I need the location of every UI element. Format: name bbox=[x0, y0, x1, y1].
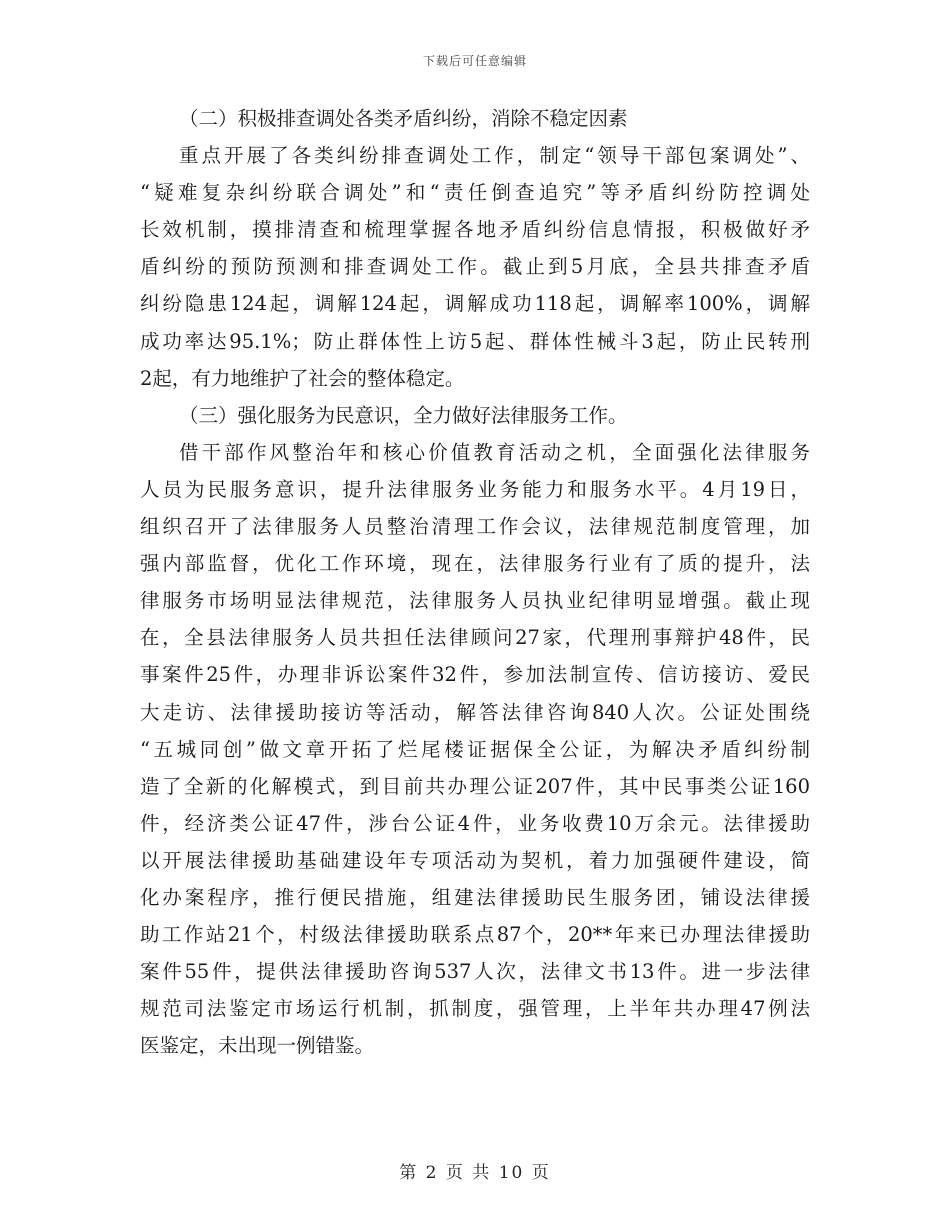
text-line: 律服务市场明显法律规范，法律服务人员执业纪律明显增强。截止现 bbox=[140, 589, 810, 613]
text-line: 成功率达95.1%；防止群体性上访5起、群体性械斗3起，防止民转刑 bbox=[140, 329, 810, 353]
text-line: 借干部作风整治年和核心价值教育活动之机，全面强化法律服务 bbox=[179, 440, 810, 464]
text-line: （三）强化服务为民意识，全力做好法律服务工作。 bbox=[179, 403, 628, 427]
page-number: 第 2 页 共 10 页 bbox=[399, 1163, 551, 1183]
text-line: 2起，有力地维护了社会的整体稳定。 bbox=[140, 366, 465, 390]
text-line: 重点开展了各类纠纷排查调处工作，制定“领导干部包案调处”、 bbox=[179, 144, 810, 168]
text-line: 医鉴定，未出现一例错鉴。 bbox=[140, 1034, 375, 1058]
text-line: 长效机制，摸排清查和梳理掌握各地矛盾纠纷信息情报，积极做好矛 bbox=[140, 218, 810, 242]
text-line: 化办案程序，推行便民措施，组建法律援助民生服务团，铺设法律援 bbox=[140, 885, 810, 909]
text-line: 强内部监督，优化工作环境，现在，法律服务行业有了质的提升，法 bbox=[140, 552, 810, 576]
text-line: 在，全县法律服务人员共担任法律顾问27家，代理刑事辩护48件，民 bbox=[140, 626, 810, 650]
text-line: 案件55件，提供法律援助咨询537人次，法律文书13件。进一步法律 bbox=[140, 960, 810, 984]
text-line: 人员为民服务意识，提升法律服务业务能力和服务水平。4月19日， bbox=[140, 477, 810, 501]
text-line: 组织召开了法律服务人员整治清理工作会议，法律规范制度管理，加 bbox=[140, 515, 810, 539]
text-line: 造了全新的化解模式，到目前共办理公证207件，其中民事类公证160 bbox=[140, 774, 810, 798]
text-line: 助工作站21个，村级法律援助联系点87个，20**年来已办理法律援助 bbox=[140, 923, 810, 947]
text-line: 以开展法律援助基础建设年专项活动为契机，着力加强硬件建设，简 bbox=[140, 848, 810, 872]
document-body bbox=[140, 100, 810, 1064]
text-line: 事案件25件，办理非诉讼案件32件，参加法制宣传、信访接访、爱民 bbox=[140, 663, 810, 687]
text-line: “五城同创”做文章开拓了烂尾楼证据保全公证，为解决矛盾纠纷制 bbox=[140, 737, 810, 761]
text-line: 大走访、法律援助接访等活动，解答法律咨询840人次。公证处围绕 bbox=[140, 700, 810, 724]
text-line: 纠纷隐患124起，调解124起，调解成功118起，调解率100%，调解 bbox=[140, 292, 810, 316]
download-note: 下载后可任意编辑 bbox=[422, 54, 527, 68]
text-line: （二）积极排查调处各类矛盾纠纷，消除不稳定因素 bbox=[179, 107, 628, 130]
text-line: 盾纠纷的预防预测和排查调处工作。截止到5月底，全县共排查矛盾 bbox=[140, 255, 810, 279]
text-line: 规范司法鉴定市场运行机制，抓制度，强管理，上半年共办理47例法 bbox=[140, 997, 810, 1021]
text-line: “疑难复杂纠纷联合调处”和“责任倒查追究”等矛盾纠纷防控调处 bbox=[140, 181, 810, 205]
text-line: 件，经济类公证47件，涉台公证4件，业务收费10万余元。法律援助 bbox=[140, 811, 810, 835]
